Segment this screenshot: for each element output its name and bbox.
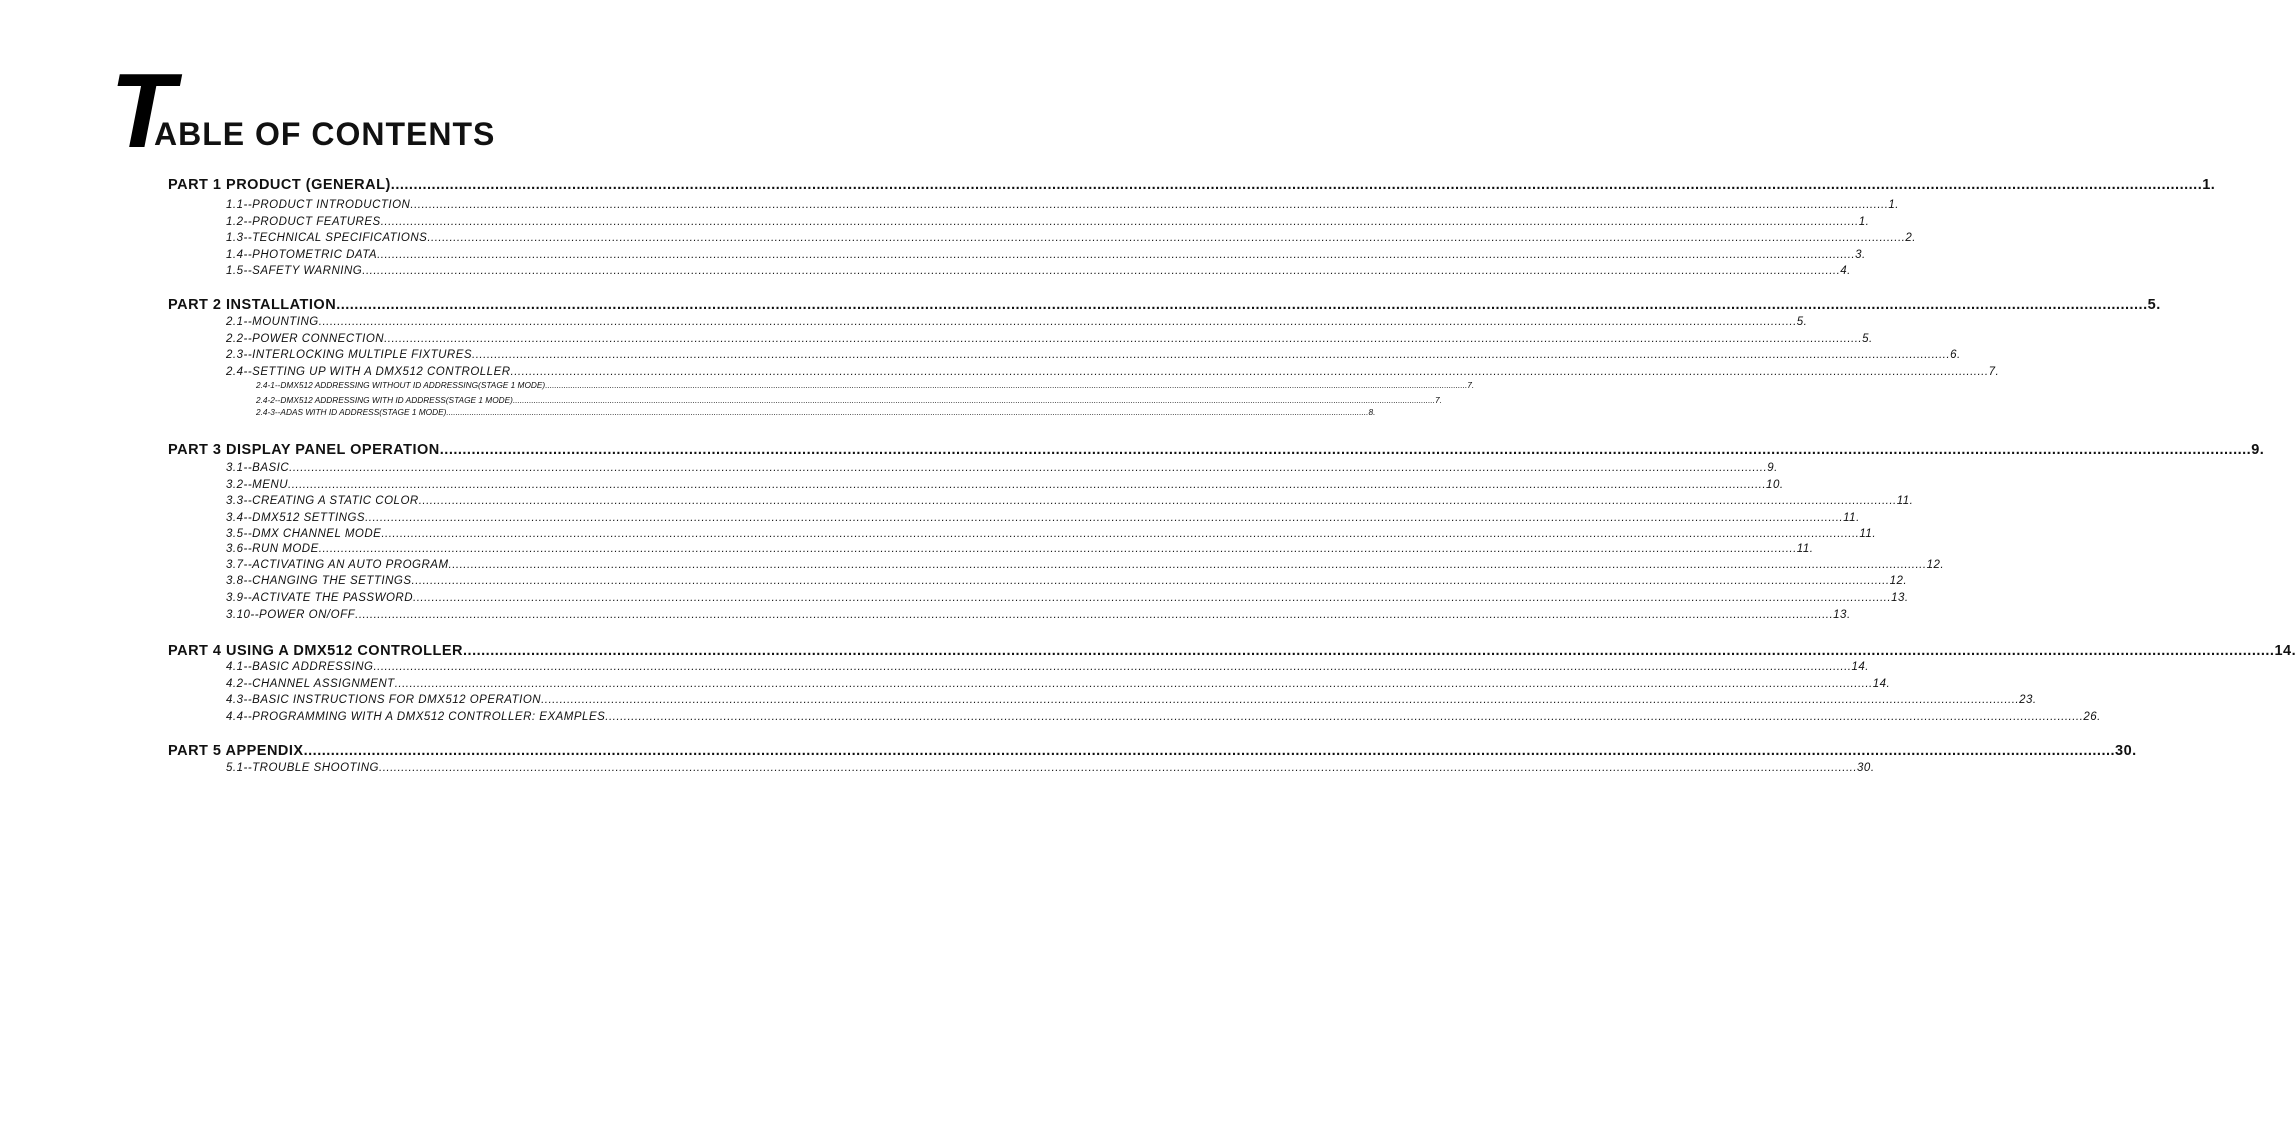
page-number: 14. (1872, 678, 1891, 690)
dot-leader: ................................................................................................................................................................................................................................................................................................................................................................................................................ (318, 543, 1797, 555)
toc-part-5-label: PART 5 APPENDIX (168, 743, 304, 759)
toc-section-label: 1.3--TECHNICAL SPECIFICATIONS (226, 232, 428, 244)
page-number: 13. (1891, 592, 1909, 604)
page-number: 23. (2019, 694, 2037, 706)
page-number: 5. (2147, 297, 2161, 313)
dot-leader: ................................................................................................................................................................................................................................................................................................................................................................................................................ (448, 559, 1927, 571)
toc-section[interactable] (226, 230, 1916, 246)
toc-section-label: 3.10--POWER ON/OFF (226, 609, 356, 621)
page-number: 11. (1843, 512, 1860, 524)
page-number: 4. (1840, 265, 1851, 277)
dot-leader: ................................................................................................................................................................................................................................................................................................................................................................................................................ (413, 592, 1892, 604)
page-number: 6. (1950, 349, 1961, 361)
dot-leader: ................................................................................................................................................................................................................................................................................................................................................................................................................ (427, 232, 1906, 244)
toc-part-2-label: PART 2 INSTALLATION (168, 297, 337, 313)
page-number: 26. (2083, 711, 2101, 723)
toc-part-1[interactable] (168, 175, 2216, 195)
toc-section[interactable] (226, 659, 1869, 675)
toc-subsection[interactable] (256, 406, 1376, 418)
dot-leader: ................................................................................................................................................................................................................................................................................................................................................................................................................ (394, 678, 1873, 690)
toc-section[interactable] (226, 709, 2101, 725)
page-number: 9. (2251, 442, 2265, 458)
toc-subsection-label: 2.4-1--DMX512 ADDRESSING WITHOUT ID ADDRESSING(STAGE 1 MODE) (256, 380, 546, 390)
toc-section[interactable] (226, 364, 2000, 380)
dot-leader: ................................................................................................................................................................................................................................................................................................................................................................................................................ (463, 643, 2275, 659)
toc-section[interactable] (226, 557, 1945, 573)
toc-part-5[interactable] (168, 741, 2137, 761)
toc-section-label: 1.1--PRODUCT INTRODUCTION (226, 199, 411, 211)
page-number: 11. (1896, 495, 1914, 507)
toc-part-1-label: PART 1 PRODUCT (GENERAL) (168, 177, 391, 193)
toc-section-label: 4.4--PROGRAMMING WITH A DMX512 CONTROLLER: EXAMPLES (226, 711, 606, 723)
toc-section-label: 2.2--POWER CONNECTION (226, 333, 385, 345)
toc-part-3[interactable] (168, 440, 2265, 460)
page-number: 5. (1796, 316, 1808, 328)
toc-section[interactable] (226, 331, 1873, 347)
toc-section[interactable] (226, 760, 1875, 776)
dot-leader: ................................................................................................................................................................................................................................................................................................................................................................................................................ (365, 512, 1844, 524)
dot-leader: ................................................................................................................................................................................................................................................................................................................................................................................................................ (303, 743, 2116, 759)
dot-leader: ................................................................................................................................................................................................................................................................................................................................................................................................................ (384, 333, 1863, 345)
toc-section[interactable] (226, 247, 1866, 263)
toc-section[interactable] (226, 590, 1909, 606)
toc-section-label: 3.4--DMX512 SETTINGS (226, 512, 366, 524)
dot-leader: ................................................................................................................................................................................................................................................................................................................................................................................................................ (377, 248, 1856, 261)
page-number: 12. (1889, 575, 1908, 587)
dot-leader: ................................................................................................................................................................................................................................................................................................................................................................................................................ (373, 661, 1852, 673)
page-number: 30. (1857, 762, 1875, 774)
page-number: 30. (2115, 743, 2137, 759)
dot-leader: ................................................................................................................................................................................................................................................................................................................................................................................................................ (418, 495, 1897, 507)
dot-leader: ................................................................................................................................................................................................................................................................................................................................................................................................................ (510, 366, 1989, 378)
page-number: 9. (1767, 462, 1778, 474)
page-number: 3. (1855, 248, 1866, 261)
dot-leader: ................................................................................................................................................................................................................................................................................................................................................................................................................ (545, 380, 1468, 390)
toc-section-label: 1.2--PRODUCT FEATURES (226, 215, 381, 228)
toc-section-label: 3.9--ACTIVATE THE PASSWORD (226, 592, 414, 604)
page-number: 14. (2274, 643, 2296, 659)
toc-section-label: 2.3--INTERLOCKING MULTIPLE FIXTURES (226, 349, 473, 361)
toc-subsection[interactable] (256, 379, 1475, 391)
page-number: 7. (1467, 380, 1475, 390)
dot-leader: ................................................................................................................................................................................................................................................................................................................................................................................................................ (288, 479, 1767, 491)
toc-section-label: 3.6--RUN MODE (226, 543, 319, 555)
page-number: 2. (1905, 232, 1916, 244)
toc-section-label: 4.3--BASIC INSTRUCTIONS FOR DMX512 OPERATION (226, 694, 542, 706)
page-number: 14. (1851, 661, 1869, 673)
toc-subsection[interactable] (256, 394, 1442, 406)
dot-leader: ................................................................................................................................................................................................................................................................................................................................................................................................................ (381, 528, 1860, 540)
dot-leader: ................................................................................................................................................................................................................................................................................................................................................................................................................ (336, 297, 2148, 313)
toc-section[interactable] (226, 493, 1914, 509)
title-text: ABLE OF CONTENTS (154, 116, 496, 152)
toc-section-label: 4.1--BASIC ADDRESSING (226, 661, 374, 673)
toc-part-4[interactable] (168, 641, 2296, 661)
toc-section[interactable] (226, 263, 1851, 279)
toc-section-label: 3.8--CHANGING THE SETTINGS (226, 575, 412, 587)
toc-section-label: 3.1--BASIC (226, 462, 290, 474)
dot-leader: ................................................................................................................................................................................................................................................................................................................................................................................................................ (512, 395, 1435, 405)
toc-section[interactable] (226, 214, 1870, 230)
page-number: 11. (1859, 528, 1877, 540)
page-number: 7. (1435, 395, 1442, 405)
dot-leader: ................................................................................................................................................................................................................................................................................................................................................................................................................ (390, 177, 2203, 193)
toc-section-label: 3.7--ACTIVATING AN AUTO PROGRAM (226, 559, 449, 571)
toc-section[interactable] (226, 607, 1851, 623)
dot-leader: ................................................................................................................................................................................................................................................................................................................................................................................................................ (439, 442, 2252, 458)
toc-section-label: 1.5--SAFETY WARNING (226, 265, 363, 277)
dot-leader: ................................................................................................................................................................................................................................................................................................................................................................................................................ (355, 609, 1834, 621)
dot-leader: ................................................................................................................................................................................................................................................................................................................................................................................................................ (605, 711, 2084, 723)
title-initial-letter: T (110, 52, 175, 170)
toc-section-label: 2.4--SETTING UP WITH A DMX512 CONTROLLER (226, 366, 511, 378)
page-number: 12. (1926, 559, 1945, 571)
toc-section[interactable] (226, 526, 1877, 542)
toc-section[interactable] (226, 510, 1860, 526)
page-number: 1. (2202, 177, 2216, 193)
dot-leader: ................................................................................................................................................................................................................................................................................................................................................................................................................ (411, 575, 1890, 587)
toc-section-label: 2.1--MOUNTING (226, 316, 319, 328)
dot-leader: ................................................................................................................................................................................................................................................................................................................................................................................................................ (410, 199, 1889, 211)
toc-section-label: 3.3--CREATING A STATIC COLOR (226, 495, 419, 507)
toc-section-label: 3.2--MENU (226, 479, 289, 491)
dot-leader: ................................................................................................................................................................................................................................................................................................................................................................................................................ (318, 316, 1797, 328)
toc-section[interactable] (226, 477, 1784, 493)
page-number: 5. (1862, 333, 1873, 345)
toc-section[interactable] (226, 197, 1899, 213)
page-number: 10. (1766, 479, 1784, 491)
toc-part-3-label: PART 3 DISPLAY PANEL OPERATION (168, 442, 440, 458)
toc-section-label: 5.1--TROUBLE SHOOTING (226, 762, 379, 774)
page-number: 1. (1858, 215, 1870, 228)
toc-subsection-label: 2.4-2--DMX512 ADDRESSING WITH ID ADDRESS(STAGE 1 MODE) (256, 395, 513, 405)
dot-leader: ................................................................................................................................................................................................................................................................................................................................................................................................................ (446, 407, 1369, 417)
toc-section-label: 4.2--CHANNEL ASSIGNMENT (226, 678, 395, 690)
dot-leader: ................................................................................................................................................................................................................................................................................................................................................................................................................ (289, 462, 1768, 474)
toc-section[interactable] (226, 347, 1961, 363)
dot-leader: ................................................................................................................................................................................................................................................................................................................................................................................................................ (472, 349, 1951, 361)
toc-section[interactable] (226, 573, 1908, 589)
toc-section-label: 1.4--PHOTOMETRIC DATA (226, 248, 378, 261)
page-number: 8. (1368, 407, 1376, 417)
toc-section-label: 3.5--DMX CHANNEL MODE (226, 528, 382, 540)
toc-section[interactable] (226, 314, 1808, 330)
dot-leader: ................................................................................................................................................................................................................................................................................................................................................................................................................ (380, 215, 1859, 228)
toc-section[interactable] (226, 692, 2037, 708)
toc-section[interactable] (226, 541, 1814, 557)
toc-section[interactable] (226, 460, 1778, 476)
page-number: 1. (1888, 199, 1899, 211)
toc-part-4-label: PART 4 USING A DMX512 CONTROLLER (168, 643, 464, 659)
dot-leader: ................................................................................................................................................................................................................................................................................................................................................................................................................ (362, 265, 1841, 277)
page-number: 7. (1988, 366, 2000, 378)
page-number: 11. (1796, 543, 1814, 555)
dot-leader: ................................................................................................................................................................................................................................................................................................................................................................................................................ (379, 762, 1858, 774)
toc-section[interactable] (226, 676, 1891, 692)
toc-part-2[interactable] (168, 295, 2161, 315)
toc-subsection-label: 2.4-3--ADAS WITH ID ADDRESS(STAGE 1 MODE) (256, 407, 447, 417)
page-number: 13. (1833, 609, 1851, 621)
dot-leader: ................................................................................................................................................................................................................................................................................................................................................................................................................ (541, 694, 2020, 706)
